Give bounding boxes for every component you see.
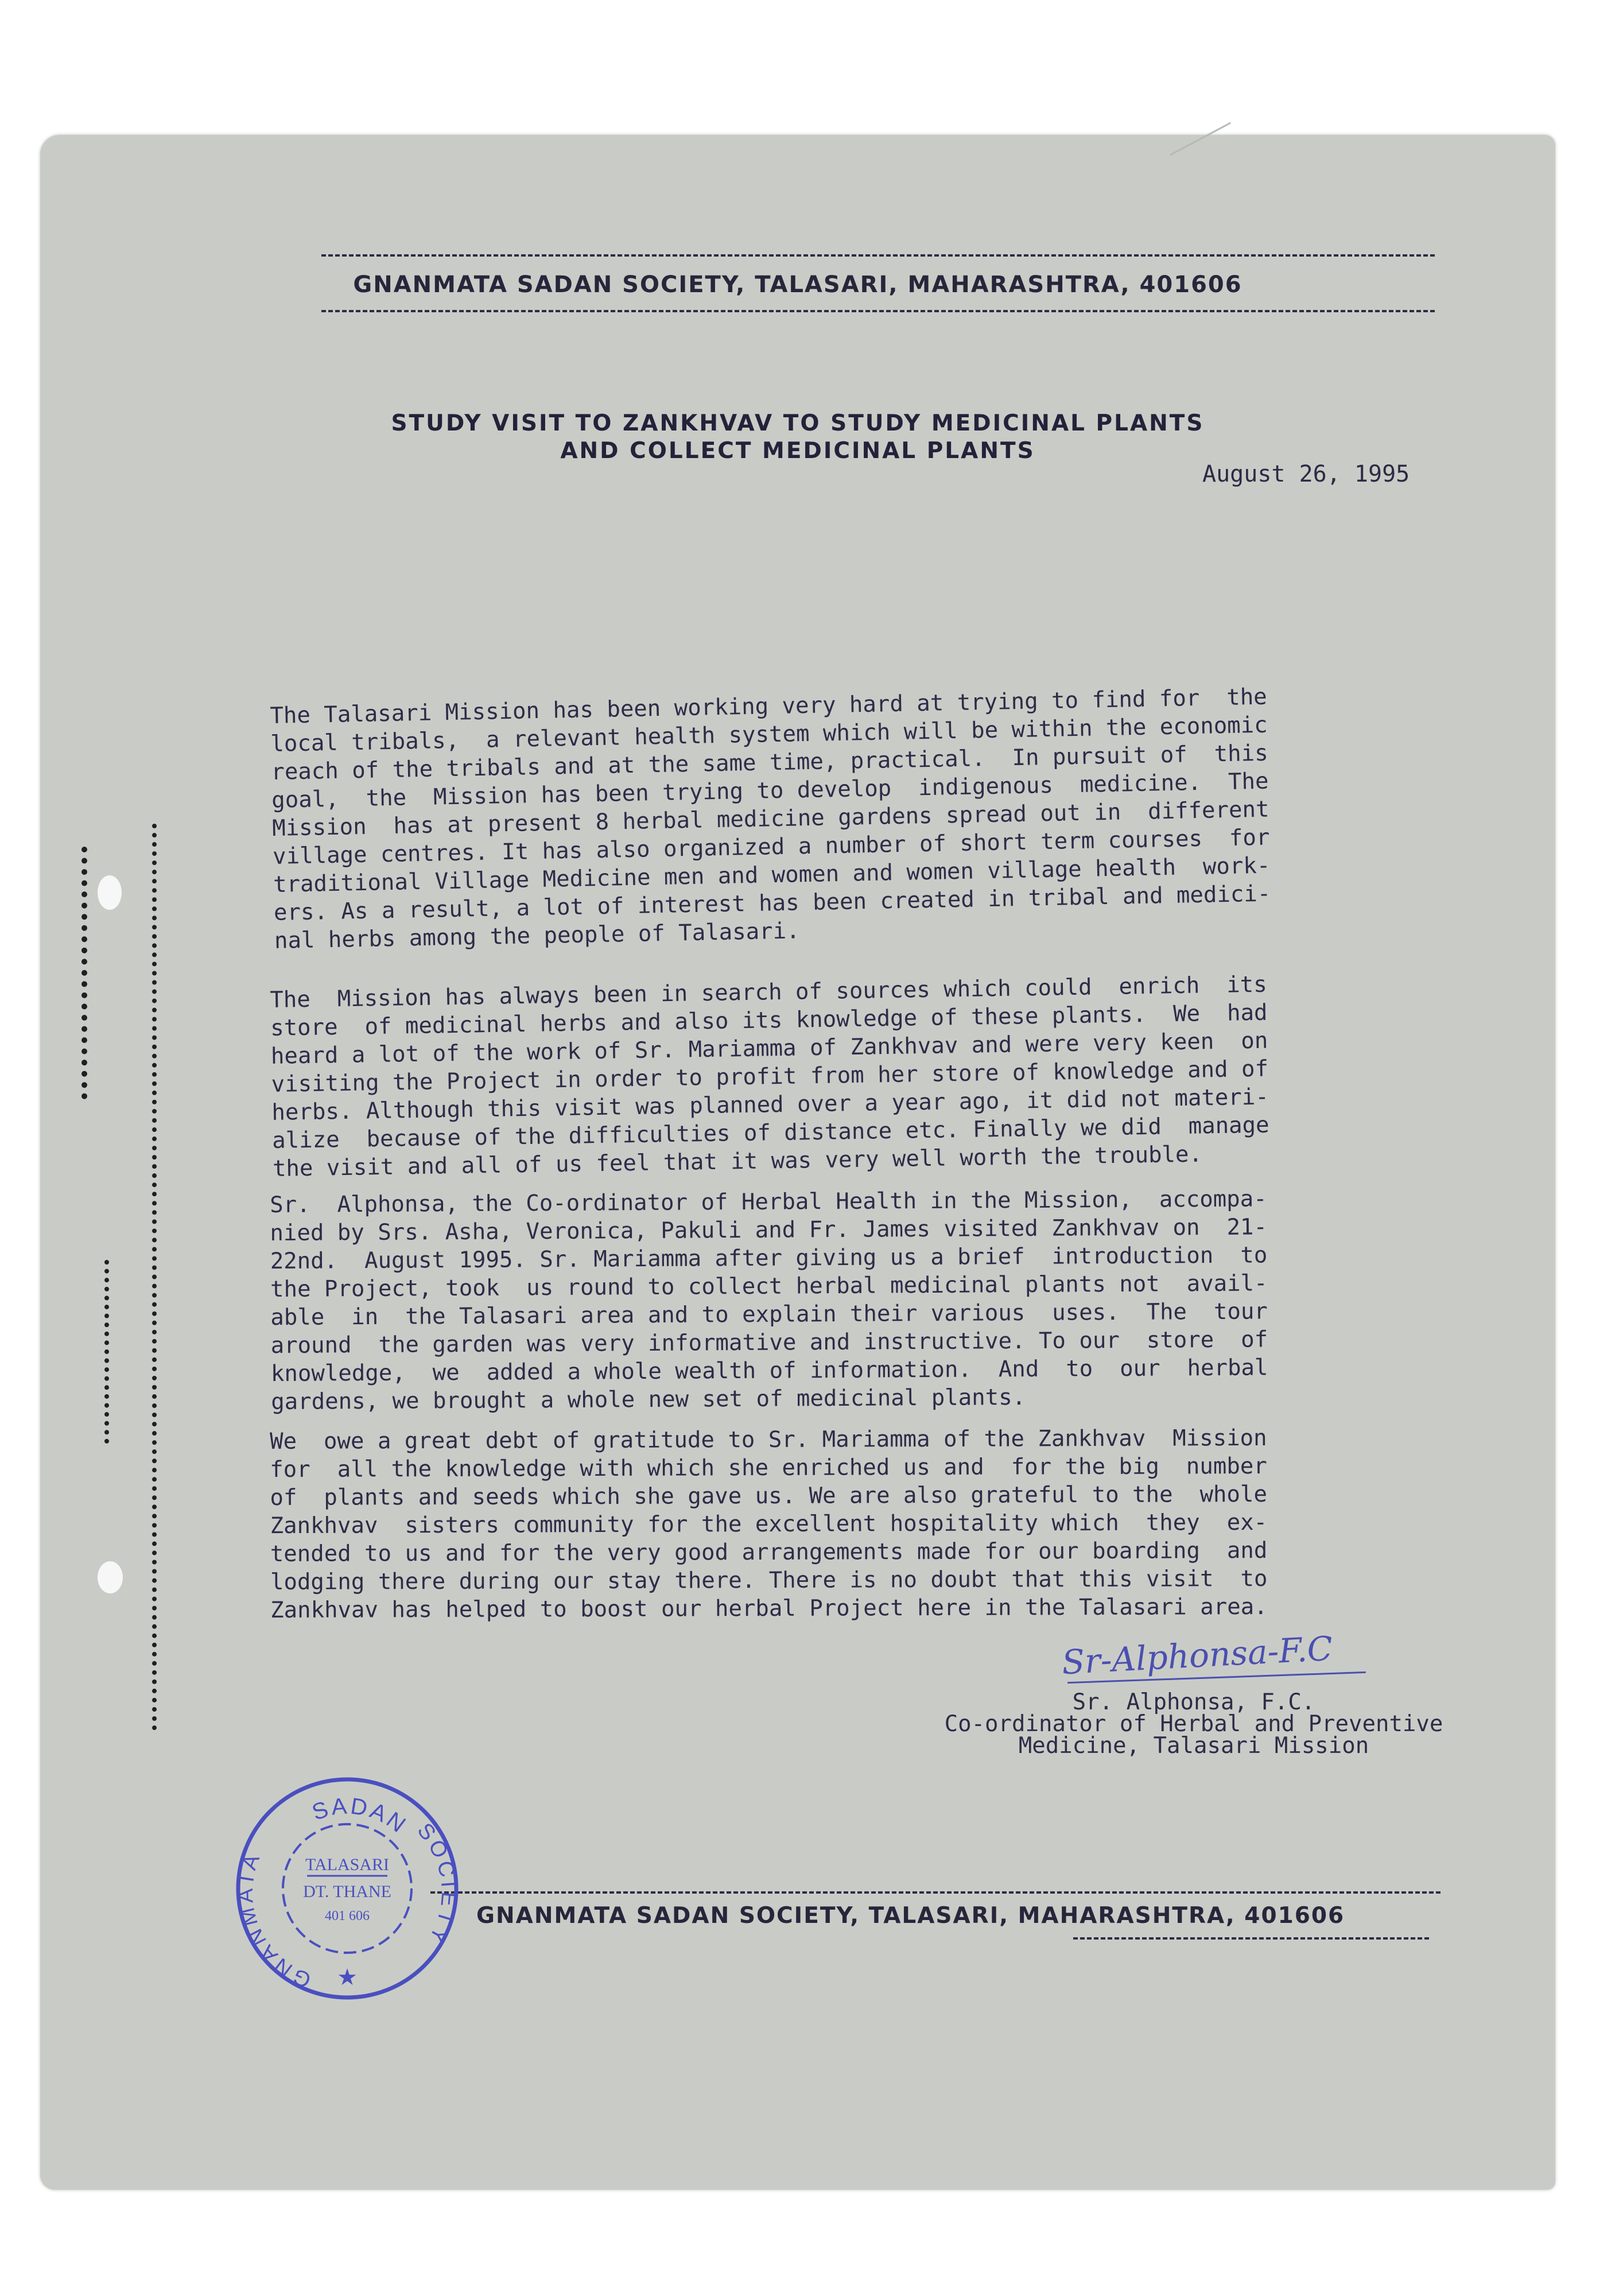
stamp-star-icon: ★ (337, 1964, 358, 1991)
footer-rule-top (430, 1891, 1440, 1894)
stamp-text-line-1: TALASARI (305, 1855, 389, 1874)
paragraph-4: We owe a great debt of gratitude to Sr. Mariamma of the Zankhvav Mission for all the knowledge with which she enriched us and for the big number of plants and seeds which she gave us. We are also grateful to the whole Zankhvav sisters community for the excellent hospitality which they ex- tended to us and for the very good arrangements made for our boarding and lodging there during our stay there. There is no doubt that this visit to Zankhvav has helped to boost our herbal Project here in the Talasari area. (270, 1425, 1268, 1623)
letter-date: August 26, 1995 (1202, 461, 1410, 487)
society-stamp (227, 1768, 468, 2009)
title-line-2: AND COLLECT MEDICINAL PLANTS (560, 438, 1035, 464)
title-line-1: STUDY VISIT TO ZANKHVAV TO STUDY MEDICINAL PLANTS (391, 410, 1205, 436)
paragraph-2: The Mission has always been in search of sources which could enrich its store of medicinal herbs and also its knowledge of these plants. We had heard a lot of the work of Sr. Mariamma of Zankhvav and were very keen on visiting the Project in order to profit from her store of knowledge and of herbs. Although this visit was planned over a year ago, it did not materi- alize because of the difficulties of distance etc. Finally we did manage the visit and all of us feel that it was very well worth the trouble. (270, 971, 1269, 1182)
handwritten-signature: Sr-Alphonsa-F.C (1061, 1628, 1334, 1682)
stamp-text-line-2: DT. THANE (303, 1882, 391, 1901)
paper-sheet (40, 135, 1555, 2190)
binder-marks-middle (104, 1260, 112, 1444)
signer-role-line-2: Medicine, Talasari Mission (1018, 1733, 1369, 1759)
header-rule-top (321, 254, 1435, 257)
footer-rule-bottom (1073, 1937, 1429, 1940)
punch-hole-top (98, 875, 122, 910)
binder-marks-right (152, 824, 160, 1731)
binder-marks-left (81, 847, 91, 1099)
footer-org-line: GNANMATA SADAN SOCIETY, TALASARI, MAHARASHTRA, 401606 (476, 1903, 1345, 1929)
signer-name: Sr. Alphonsa, F.C. (1072, 1689, 1315, 1715)
signer-role-line-1: Co-ordinator of Herbal and Preventive (944, 1711, 1443, 1737)
signer-block (878, 1689, 1509, 1759)
stamp-text-line-3: 401 606 (325, 1909, 370, 1923)
paragraph-1: The Talasari Mission has been working very hard at trying to find for the local tribals, a relevant health system which will be within the economic reach of the tribals and at the same time, practical. In pursuit of this goal, the Mission has been trying to develop indigenous medicine. The Mission has at present 8 herbal medicine gardens spread out in different village centres. It has also organized a number of short term courses for traditional Village Medicine men and women and women village health work- ers. As a result, a lot of interest has been created in tribal and medici- nal herbs among the people of Talasari. (270, 684, 1271, 954)
paragraph-3: Sr. Alphonsa, the Co-ordinator of Herbal Health in the Mission, accompa- nied by Srs. Asha, Veronica, Pakuli and Fr. James visited Zankhvav on 21- 22nd. August 1995. Sr. Mariamma after giving us a brief introduction to the Project, took us round to collect herbal medicinal plants not avail- able in the Talasari area and to explain their various uses. The tour around the garden was very informative and instructive. To our store of knowledge, we added a whole wealth of information. And to our herbal gardens, we brought a whole new set of medicinal plants. (270, 1186, 1268, 1415)
paper-crease (1168, 119, 1231, 156)
stamp-ring-left: GNANMATA (233, 1848, 315, 1993)
header-org-line: GNANMATA SADAN SOCIETY, TALASARI, MAHARASHTRA, 401606 (353, 272, 1243, 298)
stamp-ring-right: SOCIETY (412, 1818, 461, 1950)
header-rule-bottom (321, 310, 1435, 312)
punch-hole-bottom (98, 1561, 123, 1593)
stamp-ring-top: SADAN (309, 1793, 412, 1839)
